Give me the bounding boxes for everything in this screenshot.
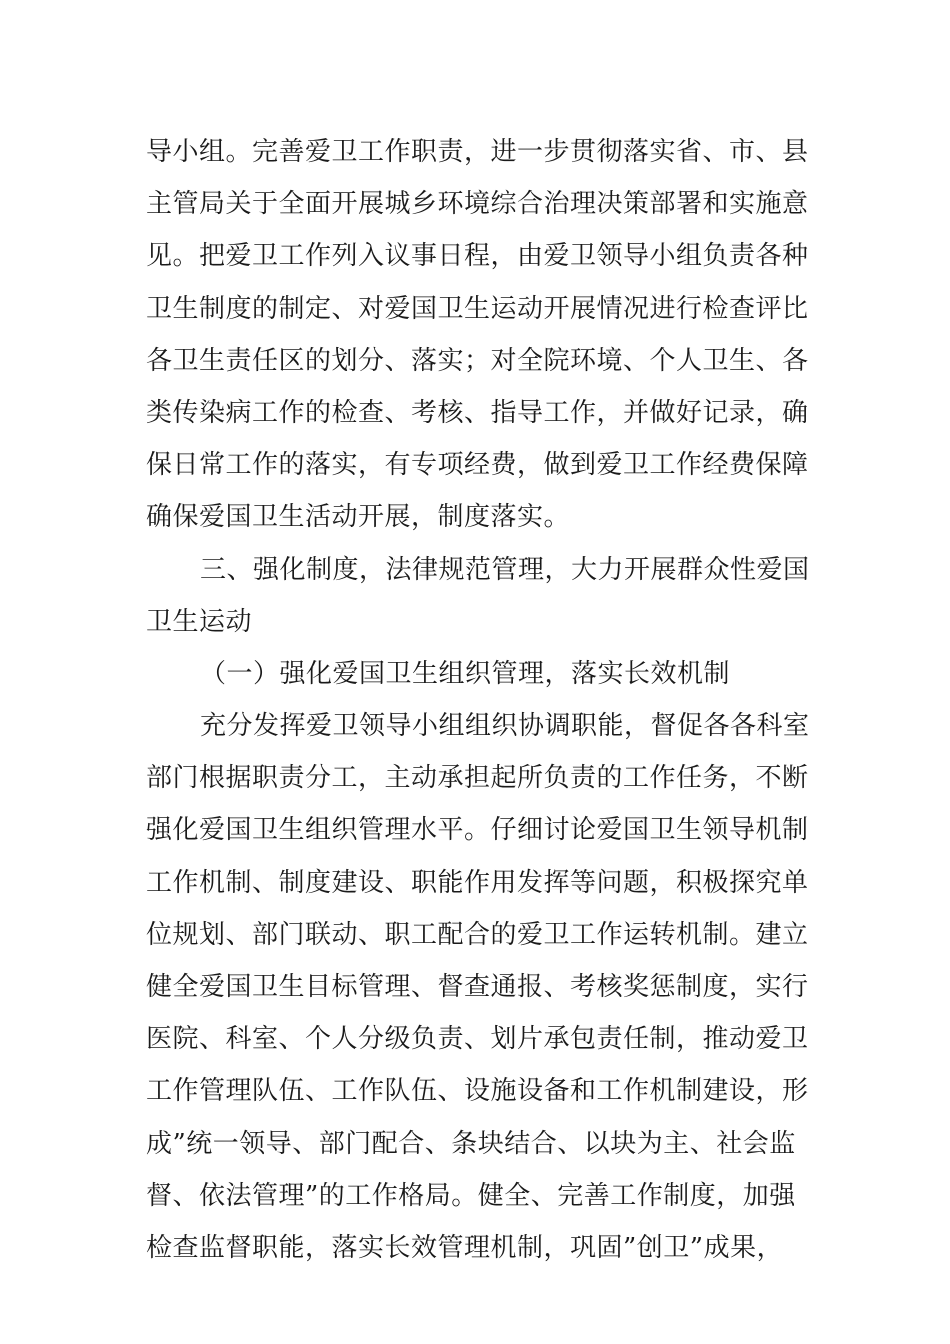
text-line: 工作管理队伍、工作队伍、设施设备和工作机制建设，形 — [146, 1076, 809, 1107]
section-heading-continuation: 卫生运动 — [146, 606, 253, 637]
text-line: 卫生制度的制定、对爱国卫生运动开展情况进行检查评比 — [146, 293, 809, 324]
text-line: 类传染病工作的检查、考核、指导工作，并做好记录，确 — [146, 397, 809, 428]
text-line: 检查监督职能，落实长效管理机制，巩固”创卫”成果， — [146, 1232, 784, 1263]
text-line: 保日常工作的落实，有专项经费，做到爱卫工作经费保障 — [146, 450, 809, 481]
text-line: 督、依法管理”的工作格局。健全、完善工作制度，加强 — [146, 1180, 796, 1211]
text-line: 各卫生责任区的划分、落实；对全院环境、个人卫生、各 — [146, 345, 809, 376]
text-line: 部门根据职责分工，主动承担起所负责的工作任务，不断 — [146, 763, 809, 794]
section-heading: 三、强化制度，法律规范管理，大力开展群众性爱国 — [200, 554, 810, 585]
text-line: 位规划、部门联动、职工配合的爱卫工作运转机制。建立 — [146, 919, 809, 950]
text-line: 强化爱国卫生组织管理水平。仔细讨论爱国卫生领导机制 — [146, 815, 809, 846]
text-line: 确保爱国卫生活动开展，制度落实。 — [146, 502, 571, 533]
text-line: 主管局关于全面开展城乡环境综合治理决策部署和实施意 — [146, 189, 809, 220]
text-line: 健全爱国卫生目标管理、督查通报、考核奖惩制度，实行 — [146, 972, 809, 1002]
text-line: 医院、科室、个人分级负责、划片承包责任制，推动爱卫 — [146, 1024, 809, 1055]
body-text — [146, 126, 811, 1274]
paragraph-start-line: 充分发挥爱卫领导小组组织协调职能，督促各各科室 — [200, 711, 810, 742]
text-line: 成”统一领导、部门配合、条块结合、以块为主、社会监 — [146, 1128, 796, 1159]
text-line: 导小组。完善爱卫工作职责，进一步贯彻落实省、市、县 — [146, 137, 809, 167]
text-line: 工作机制、制度建设、职能作用发挥等问题，积极探究单 — [146, 867, 809, 898]
subsection-heading: （一）强化爱国卫生组织管理，落实长效机制 — [200, 658, 731, 689]
text-line: 见。把爱卫工作列入议事日程，由爱卫领导小组负责各种 — [146, 241, 809, 272]
